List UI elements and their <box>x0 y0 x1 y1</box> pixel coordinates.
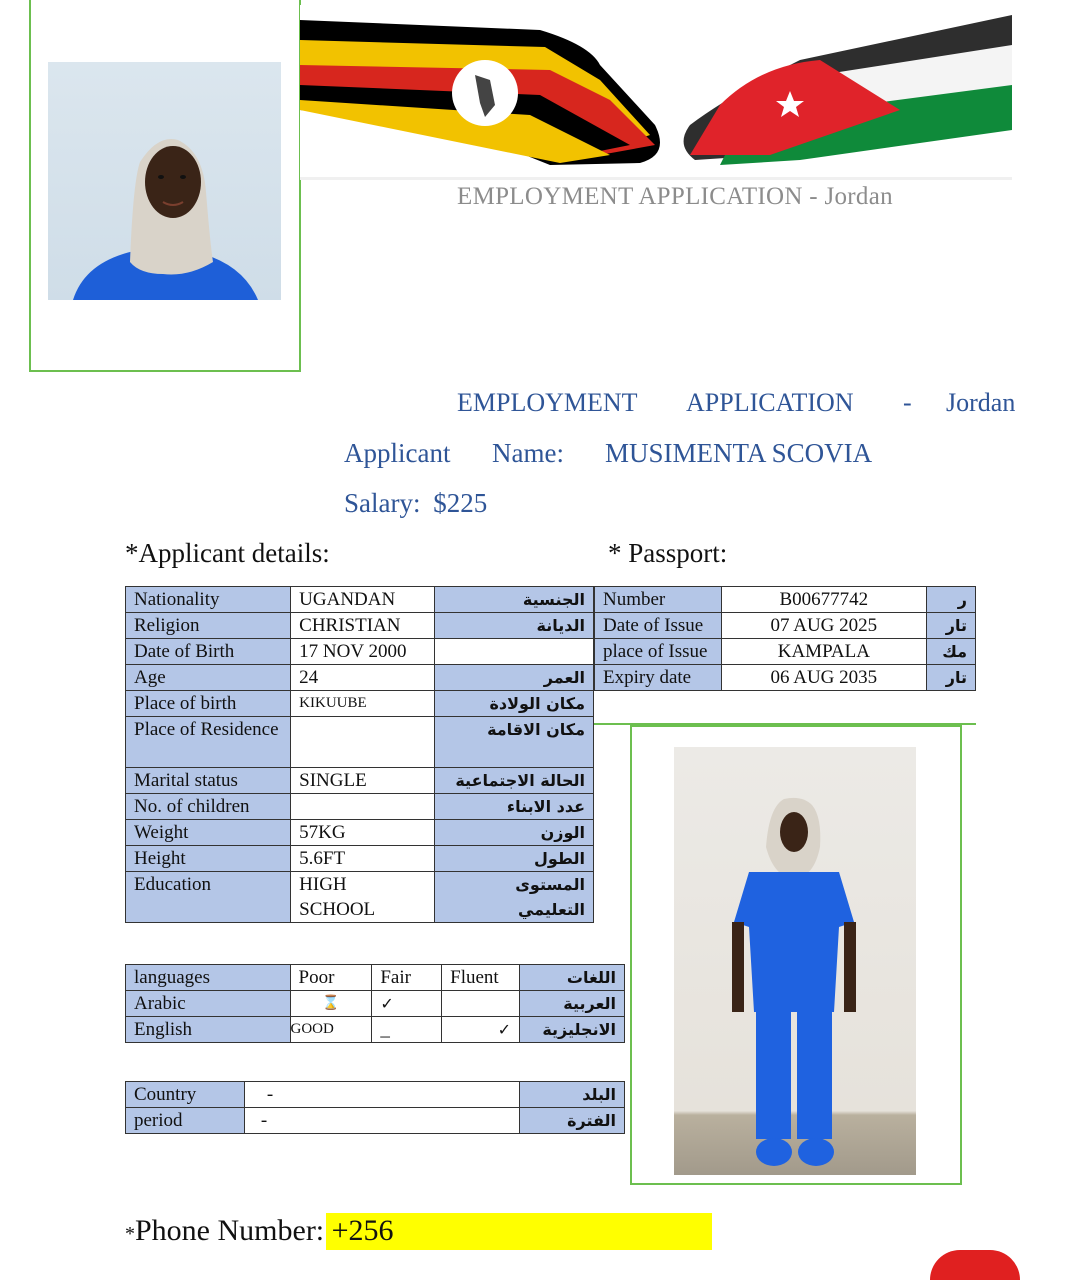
table-row <box>126 872 594 923</box>
detail-value <box>291 717 435 768</box>
detail-value: 57KG <box>291 820 435 846</box>
title-dash: - <box>903 388 912 417</box>
table-row <box>126 1082 625 1108</box>
language-arabic-label: الانجليزية <box>520 1017 625 1043</box>
title-word-employment: EMPLOYMENT <box>457 388 638 417</box>
title-word-jordan: Jordan <box>946 388 1016 417</box>
table-row <box>595 665 976 691</box>
detail-label: Religion <box>126 613 291 639</box>
table-row <box>126 1108 625 1134</box>
languages-header-fluent: Fluent <box>442 965 520 991</box>
passport-arabic-label: ر <box>927 587 976 613</box>
salary-value: $225 <box>433 488 488 518</box>
passport-label: place of Issue <box>595 639 722 665</box>
passport-value: KAMPALA <box>721 639 926 665</box>
detail-value: UGANDAN <box>291 587 435 613</box>
detail-arabic-label: الطول <box>434 846 593 872</box>
salary-label: Salary: <box>344 488 421 518</box>
phone-value: +256 <box>324 1214 394 1247</box>
language-fluent-cell: ✓ <box>442 1017 520 1043</box>
passport-label: Expiry date <box>595 665 722 691</box>
table-row <box>126 794 594 820</box>
detail-value: CHRISTIAN <box>291 613 435 639</box>
title-word-application: APPLICATION <box>686 388 854 417</box>
passport-value: B00677742 <box>721 587 926 613</box>
detail-arabic-label: مكان الولادة <box>434 691 593 717</box>
experience-arabic-label: البلد <box>520 1082 625 1108</box>
applicant-details-heading: *Applicant details: <box>125 538 330 568</box>
detail-arabic-label: المستوى التعليمي <box>434 872 593 923</box>
detail-label: Height <box>126 846 291 872</box>
table-row <box>126 587 594 613</box>
passport-table <box>594 586 976 691</box>
language-fluent-cell <box>442 991 520 1017</box>
banner-title: EMPLOYMENT APPLICATION - Jordan <box>457 183 893 210</box>
languages-header-fair: Fair <box>372 965 442 991</box>
red-corner-shape <box>930 1250 1020 1280</box>
detail-label: Place of Residence <box>126 717 291 768</box>
experience-label: Country <box>126 1082 245 1108</box>
table-row <box>126 965 625 991</box>
languages-table <box>125 964 625 1043</box>
passport-label: Number <box>595 587 722 613</box>
experience-arabic-label: الفترة <box>520 1108 625 1134</box>
table-row <box>595 613 976 639</box>
passport-label: Date of Issue <box>595 613 722 639</box>
detail-label: Age <box>126 665 291 691</box>
table-row <box>126 665 594 691</box>
detail-arabic-label: العمر <box>434 665 593 691</box>
table-row <box>595 587 976 613</box>
experience-table <box>125 1081 625 1134</box>
detail-value: SINGLE <box>291 768 435 794</box>
language-fair-cell: _ <box>372 1017 442 1043</box>
table-row <box>126 991 625 1017</box>
table-row <box>126 613 594 639</box>
table-row <box>126 768 594 794</box>
languages-header-label: languages <box>126 965 291 991</box>
language-label: Arabic <box>126 991 291 1017</box>
table-row <box>126 639 594 665</box>
phone-asterisk: * <box>125 1223 135 1245</box>
languages-header-arabic: اللغات <box>520 965 625 991</box>
detail-label: Place of birth <box>126 691 291 717</box>
detail-label: Marital status <box>126 768 291 794</box>
detail-label: Nationality <box>126 587 291 613</box>
experience-value: - <box>244 1108 519 1134</box>
table-row <box>126 691 594 717</box>
table-row <box>126 1017 625 1043</box>
passport-value: 06 AUG 2035 <box>721 665 926 691</box>
table-row <box>126 717 594 768</box>
detail-label: Date of Birth <box>126 639 291 665</box>
table-row <box>126 846 594 872</box>
detail-arabic-label: عدد الابناء <box>434 794 593 820</box>
detail-value: 24 <box>291 665 435 691</box>
detail-label: Education <box>126 872 291 923</box>
applicant-full-body-photo <box>674 747 916 1175</box>
applicant-label: Applicant <box>344 438 451 468</box>
detail-arabic-label: الديانة <box>434 613 593 639</box>
phone-label: Phone Number: <box>135 1214 325 1247</box>
detail-arabic-label <box>434 639 593 665</box>
applicant-name: MUSIMENTA SCOVIA <box>605 438 873 468</box>
language-arabic-label: العربية <box>520 991 625 1017</box>
detail-arabic-label: الوزن <box>434 820 593 846</box>
passport-arabic-label: مك <box>927 639 976 665</box>
passport-heading: * Passport: <box>608 538 728 568</box>
passport-value: 07 AUG 2025 <box>721 613 926 639</box>
language-poor-cell: GOOD <box>290 1017 372 1043</box>
language-fair-cell: ✓ <box>372 991 442 1017</box>
detail-value <box>291 794 435 820</box>
language-label: English <box>126 1017 291 1043</box>
detail-value: 17 NOV 2000 <box>291 639 435 665</box>
detail-value: 5.6FT <box>291 846 435 872</box>
experience-value: - <box>244 1082 519 1108</box>
handshake-flags-banner <box>300 5 1012 180</box>
passport-arabic-label: تار <box>927 665 976 691</box>
table-row <box>126 820 594 846</box>
detail-arabic-label: مكان الاقامة <box>434 717 593 768</box>
detail-label: Weight <box>126 820 291 846</box>
detail-arabic-label: الجنسية <box>434 587 593 613</box>
detail-label: No. of children <box>126 794 291 820</box>
language-poor-cell: ⌛ <box>290 991 372 1017</box>
table-row <box>595 639 976 665</box>
salary-line <box>344 488 487 519</box>
phone-line <box>125 1214 394 1248</box>
detail-arabic-label: الحالة الاجتماعية <box>434 768 593 794</box>
passport-arabic-label: تار <box>927 613 976 639</box>
detail-value: KIKUUBE <box>291 691 435 717</box>
applicant-details-table <box>125 586 594 923</box>
detail-value: HIGH SCHOOL <box>291 872 435 923</box>
languages-header-poor: Poor <box>290 965 372 991</box>
experience-label: period <box>126 1108 245 1134</box>
name-label: Name: <box>492 438 564 468</box>
applicant-portrait-photo <box>48 62 281 300</box>
